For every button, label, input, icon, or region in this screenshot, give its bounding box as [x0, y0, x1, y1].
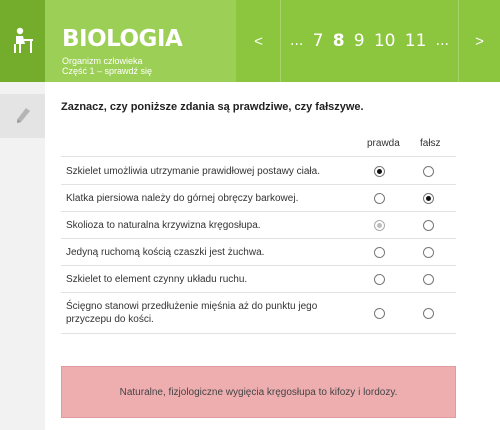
- app-title: BIOLOGIA: [62, 26, 183, 52]
- statement-text: Klatka piersiowa należy do górnej obręczy barkowej.: [66, 193, 299, 204]
- radio-false[interactable]: [423, 308, 434, 319]
- statement-text: Skolioza to naturalna krzywizna kręgosłupa.: [66, 220, 261, 231]
- statement-text: Szkielet umożliwia utrzymanie prawidłowej postawy ciała.: [66, 166, 320, 177]
- subtitle-line-2: Część 1 – sprawdź się: [62, 66, 153, 76]
- statement-text: Jedyną ruchomą kością czaszki jest żuchwa.: [66, 247, 265, 258]
- page-7[interactable]: 7: [312, 31, 324, 51]
- pencil-icon: [15, 107, 31, 125]
- radio-false[interactable]: [423, 274, 434, 285]
- radio-false[interactable]: [423, 220, 434, 231]
- task-instruction: Zaznacz, czy poniższe zdania są prawdziwe, czy fałszywe.: [61, 101, 364, 113]
- page-8-active[interactable]: 8: [332, 31, 345, 51]
- column-header-true: prawda: [367, 138, 400, 149]
- table-row: [61, 293, 456, 334]
- radio-true[interactable]: [374, 274, 385, 285]
- column-header-false: fałsz: [420, 138, 441, 149]
- statement-text: Ścięgno stanowi przedłużenie mięśnia aż do punktu jego przyczepu do kości.: [66, 301, 318, 325]
- radio-true[interactable]: [374, 166, 385, 177]
- title-area: [45, 0, 236, 82]
- statement-text: Szkielet to element czynny układu ruchu.: [66, 274, 248, 285]
- student-at-desk-icon: [12, 27, 34, 55]
- table-row: [61, 212, 456, 239]
- page-10[interactable]: 10: [373, 31, 396, 51]
- radio-true[interactable]: [374, 220, 385, 231]
- table-row: [61, 157, 456, 185]
- app-subtitle: [62, 56, 152, 76]
- page-ellipsis-end[interactable]: ...: [435, 33, 449, 49]
- feedback-box: Naturalne, fizjologiczne wygięcia kręgosłupa to kifozy i lordozy.: [61, 366, 456, 418]
- left-sidebar: [0, 82, 45, 430]
- page-ellipsis-start[interactable]: ...: [290, 33, 304, 49]
- subtitle-line-1: Organizm człowieka: [62, 56, 143, 66]
- table-row: [61, 266, 456, 293]
- table-row: [61, 185, 456, 212]
- prev-page-button[interactable]: <: [237, 0, 281, 82]
- radio-false[interactable]: [423, 166, 434, 177]
- page-9[interactable]: 9: [353, 31, 365, 51]
- logo-box: [0, 0, 45, 82]
- radio-true[interactable]: [374, 308, 385, 319]
- radio-false[interactable]: [423, 247, 434, 258]
- app-header: [0, 0, 500, 82]
- statements-table: [61, 156, 456, 334]
- radio-true[interactable]: [374, 247, 385, 258]
- page-11[interactable]: 11: [404, 31, 427, 51]
- page-list: [282, 0, 457, 82]
- radio-false[interactable]: [423, 193, 434, 204]
- table-row: [61, 239, 456, 266]
- page-navigation: [237, 0, 500, 82]
- sidebar-tab-edit[interactable]: [0, 94, 45, 138]
- next-page-button[interactable]: >: [458, 0, 500, 82]
- radio-true[interactable]: [374, 193, 385, 204]
